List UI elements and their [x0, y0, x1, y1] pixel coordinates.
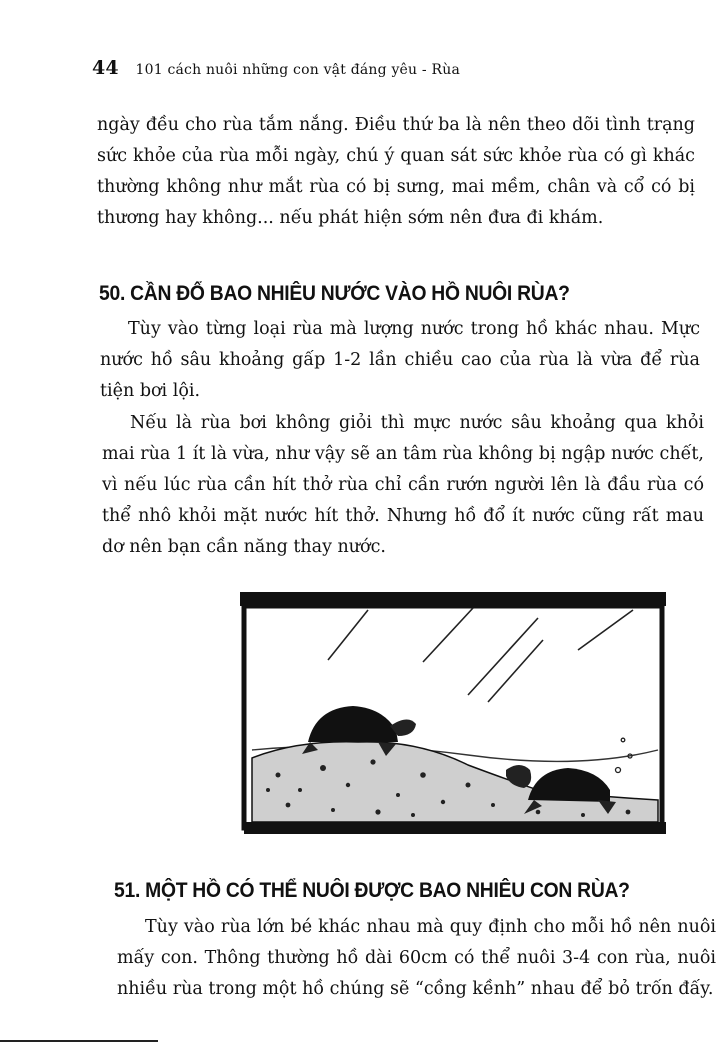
section-heading-51: 51. MỘT HỒ CÓ THỂ NUÔI ĐƯỢC BAO NHIÊU CON RÙA? [114, 879, 630, 902]
running-header [92, 57, 460, 79]
section-heading-50: 50. CẦN ĐỔ BAO NHIÊU NƯỚC VÀO HỒ NUÔI RÙA? [99, 282, 570, 305]
footer-rule [0, 1040, 158, 1042]
paragraph-water-level: Tùy vào từng loại rùa mà lượng nước trong hồ khác nhau. Mực nước hồ sâu khoảng gấp 1-2 lần chiều cao của rùa là vừa để rùa tiện bơi lội. [100, 319, 700, 401]
tank-bottom-frame [244, 822, 666, 834]
paragraph-poor-swimmer: Nếu là rùa bơi không giỏi thì mực nước sâu khoảng qua khỏi mai rùa 1 ít là vừa, như vậy sẽ an tâm rùa không bị ngập nước chết, vì nếu lúc rùa cần hít thở rùa chỉ cần rướn người lên là đầu rùa có thể nhô khỏi mặt nước hít thở. Nhưng hồ đổ ít nước cũng rất mau dơ nên bạn cần năng thay nước. [102, 413, 704, 557]
paragraph-intro-continuation: ngày đều cho rùa tắm nắng. Điều thứ ba là nên theo dõi tình trạng sức khỏe của rùa mỗi ngày, chú ý quan sát sức khỏe rùa có gì khác thường không như mắt rùa có bị sưng, mai mềm, chân và cổ có bị thương hay không... nếu phát hiện sớm nên đưa đi khám. [97, 115, 695, 228]
glass-reflection-lines [328, 608, 633, 702]
paragraph-turtle-count: Tùy vào rùa lớn bé khác nhau mà quy định cho mỗi hồ nên nuôi mấy con. Thông thường hồ dài 60cm có thể nuôi 3-4 con rùa, nuôi nhiều rùa trong một hồ chúng sẽ “cồng kềnh” nhau để bỏ trốn đấy. [117, 917, 716, 999]
running-title: 101 cách nuôi những con vật đáng yêu - Rùa [135, 62, 460, 78]
page-number: 44 [92, 57, 119, 79]
turtle-aquarium-illustration [238, 590, 670, 840]
